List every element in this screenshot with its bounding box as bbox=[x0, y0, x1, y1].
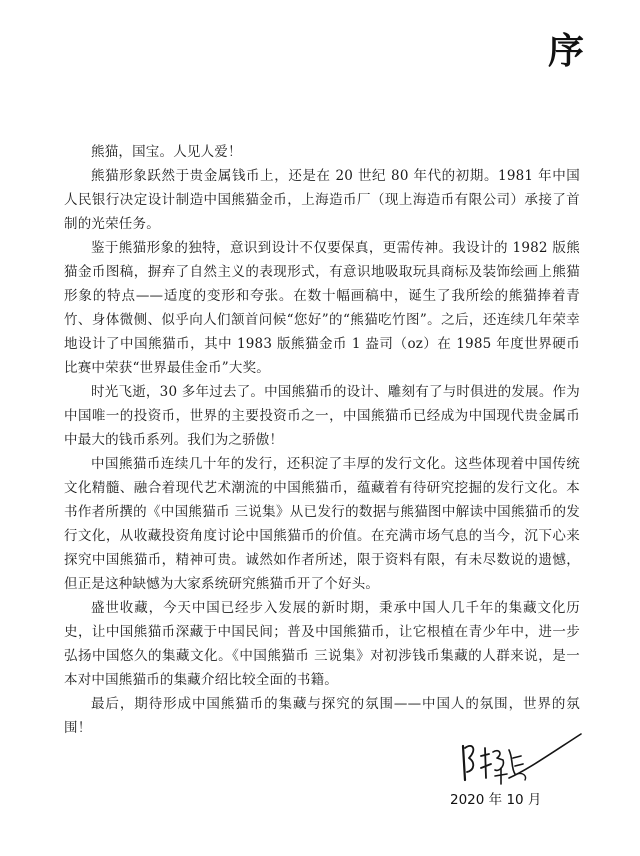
paragraph: 最后，期待形成中国熊猫币的集藏与探究的氛围——中国人的氛围，世界的氛围！ bbox=[64, 696, 580, 736]
paragraph: 熊猫，国宝。人见人爱！ bbox=[91, 144, 242, 160]
handwritten-signature bbox=[455, 728, 585, 790]
paragraph: 鉴于熊猫形象的独特，意识到设计不仅要保真，更需传神。我设计的 1982 版熊猫金币图稿，摒弃了自然主义的表现形式，有意识地吸取玩具商标及装饰绘画上熊猫形象的特点——适度的变形和夸张。在数十幅画稿中，诞生了我所绘的熊猫捧着青竹、身体微侧、似乎向人们颔首问候“您好”的“熊猫吃竹图”。之后，还连续几年荣幸地设计了中国熊猫币，其中 1983 版熊猫金币 1 盎司（oz）在 1985 年度世界硬币比赛中荣获“世界最佳金币”大奖。 bbox=[64, 240, 580, 376]
paragraph: 熊猫形象跃然于贵金属钱币上，还是在 20 世纪 80 年代的初期。1981 年中国人民银行决定设计制造中国熊猫金币，上海造币厂（现上海造币有限公司）承接了首制的光荣任务。 bbox=[64, 168, 580, 232]
page-title: 序 bbox=[547, 31, 584, 72]
paragraph: 时光飞逝，30 多年过去了。中国熊猫币的设计、雕刻有了与时俱进的发展。作为中国唯一的投资币，世界的主要投资币之一，中国熊猫币已经成为中国现代贵金属币中最大的钱币系列。我们为之骄傲！ bbox=[64, 384, 580, 448]
preface-body bbox=[64, 140, 580, 740]
date: 2020 年 10 月 bbox=[450, 792, 542, 808]
paragraph: 盛世收藏，今天中国已经步入发展的新时期，秉承中国人几千年的集藏文化历史，让中国熊猫币深藏于中国民间；普及中国熊猫币，让它根植在青少年中，进一步弘扬中国悠久的集藏文化。《中国熊猫币 三说集》对初涉钱币集藏的人群来说，是一本对中国熊猫币的集藏介绍比较全面的书籍。 bbox=[64, 600, 580, 688]
paragraph: 中国熊猫币连续几十年的发行，还积淀了丰厚的发行文化。这些体现着中国传统文化精髓、融合着现代艺术潮流的中国熊猫币，蕴藏着有待研究挖掘的发行文化。本书作者所撰的《中国熊猫币 三说集》从已发行的数据与熊猫图中解读中国熊猫币的发行文化，从收藏投资角度讨论中国熊猫币的价值。在充满市场气息的当今，沉下心来探究中国熊猫币，精神可贵。诚然如作者所述，限于资料有限，有未尽数说的遗憾，但正是这种缺憾为大家系统研究熊猫币开了个好头。 bbox=[64, 456, 580, 592]
